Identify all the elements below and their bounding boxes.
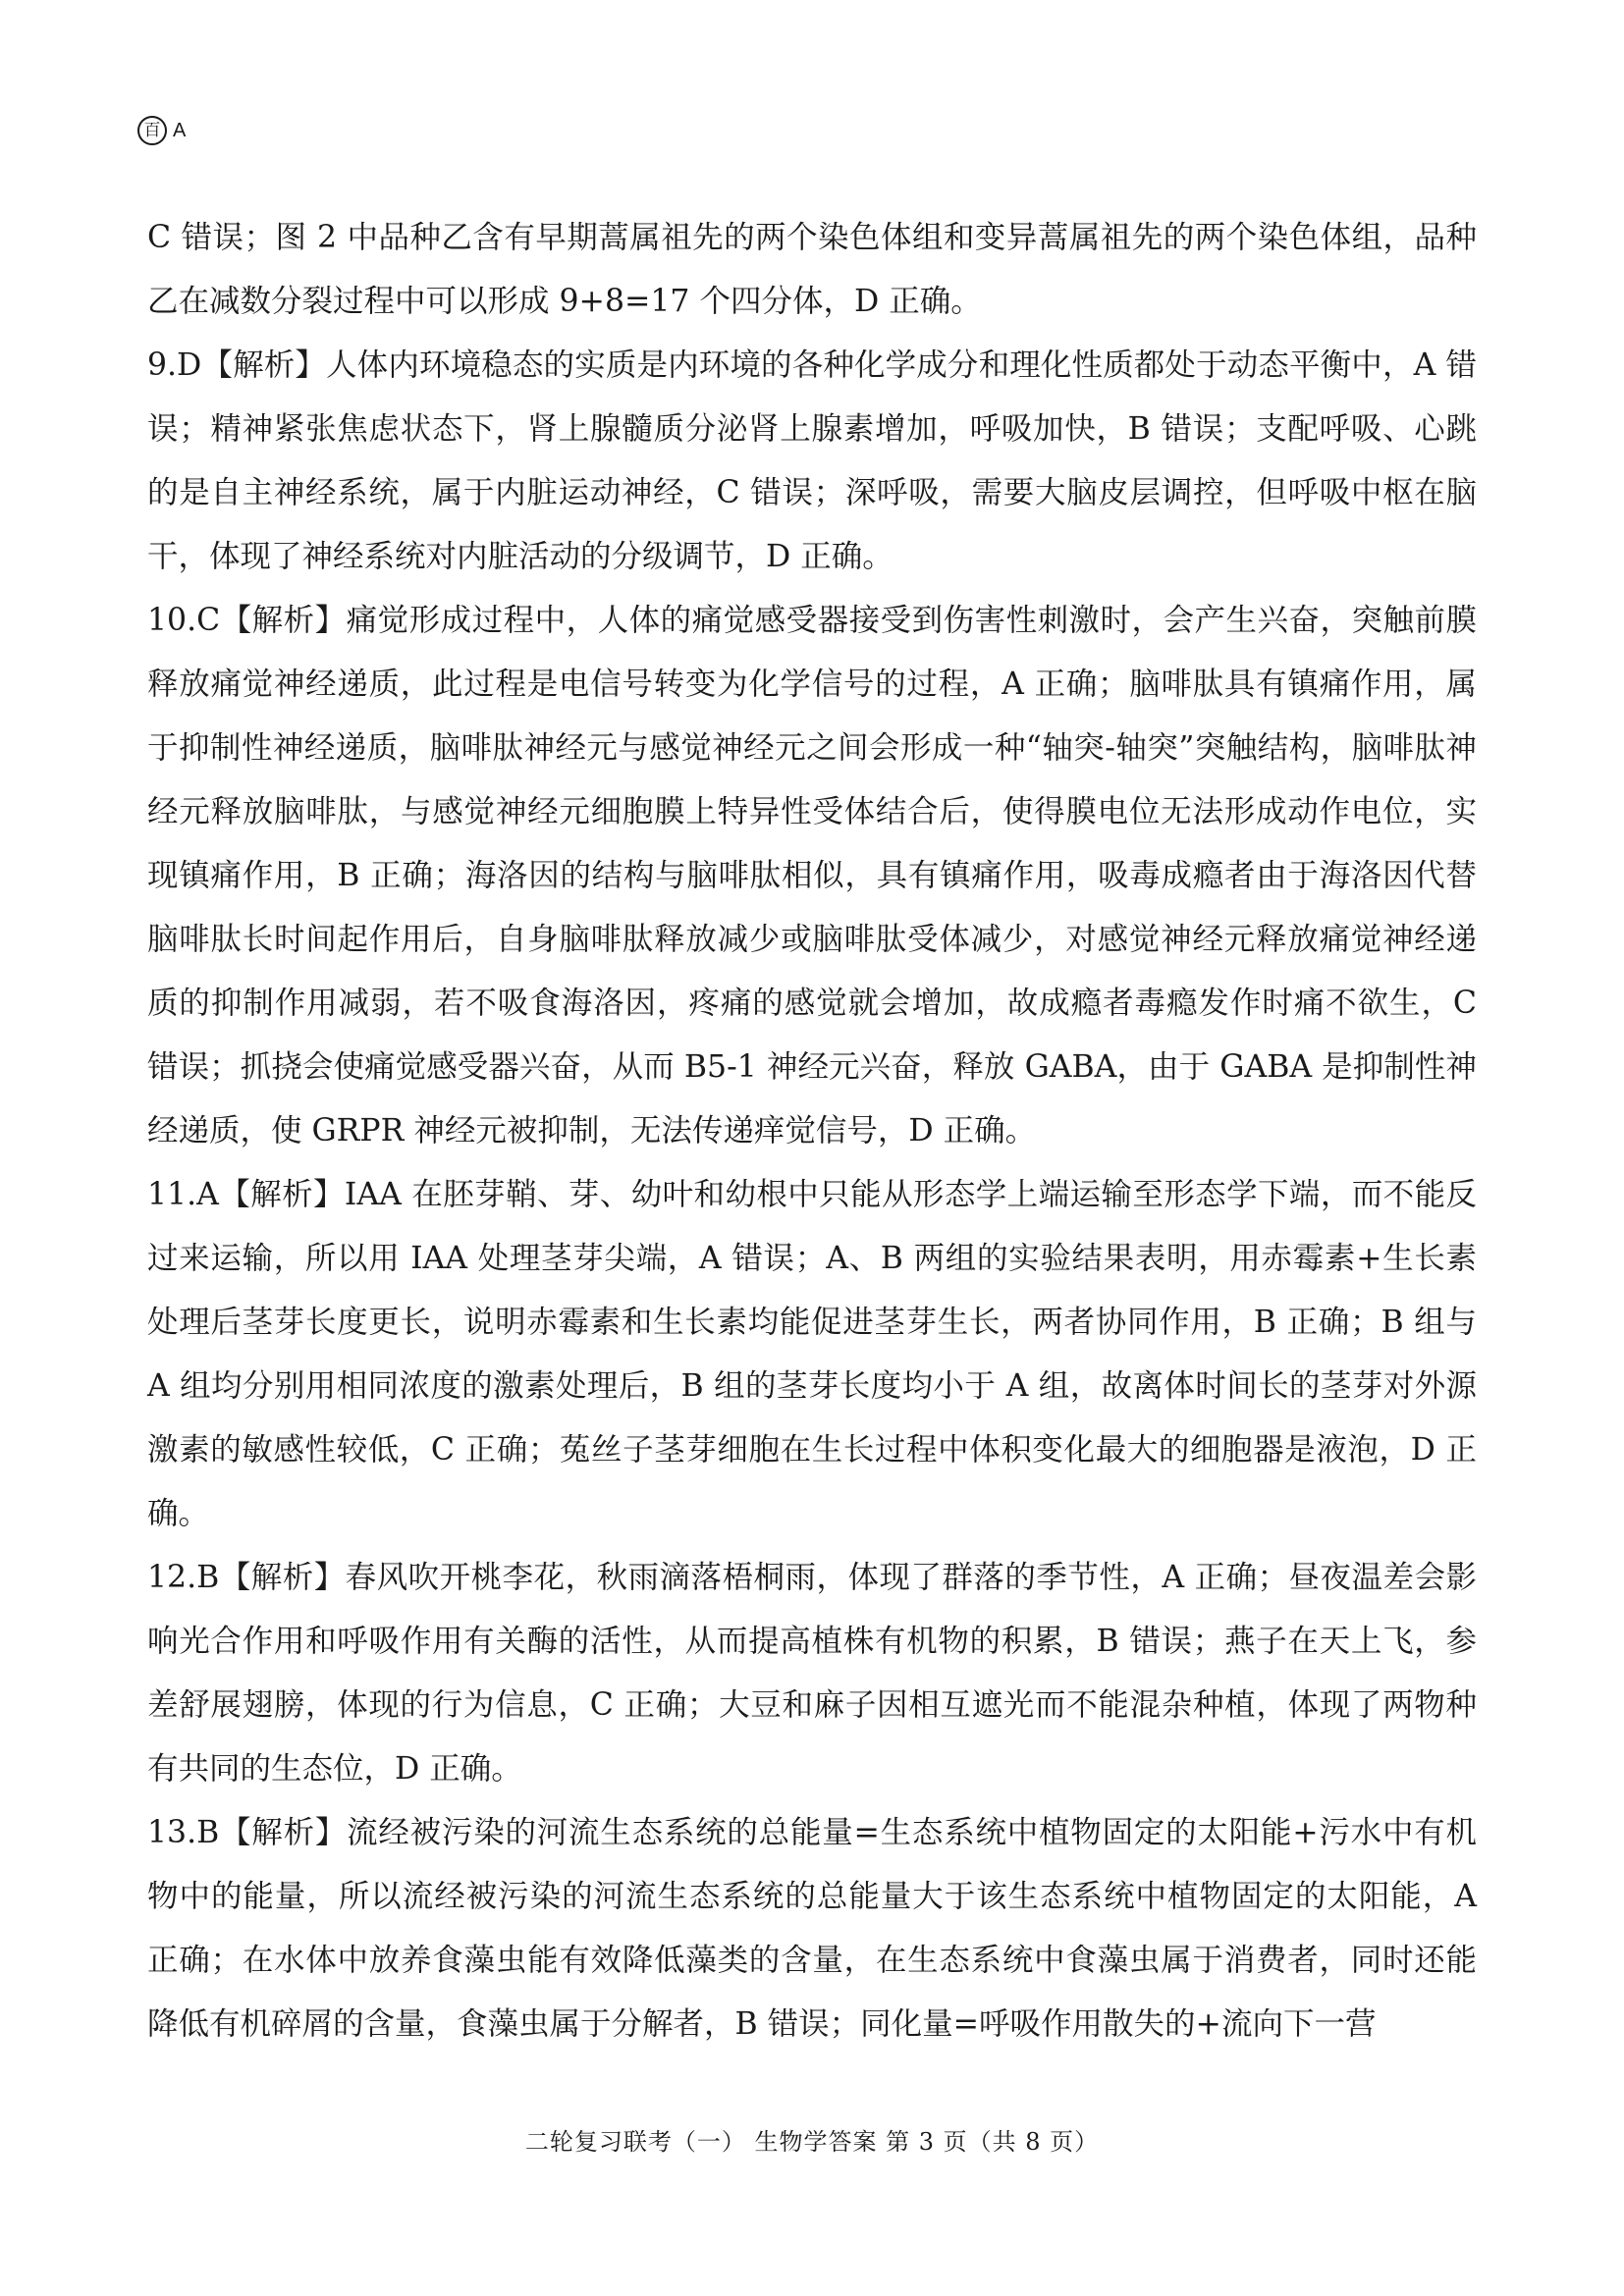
paragraph-answer-12: 12.B【解析】春风吹开桃李花，秋雨滴落梧桐雨，体现了群落的季节性，A 正确；昼夜温差会影响光合作用和呼吸作用有关酶的活性，从而提高植株有机物的积累，B 错误；燕子在天上飞，参差舒展翅膀，体现的行为信息，C 正确；大豆和麻子因相互遮光而不能混杂种植，体现了两物种有共同的生态位，D 正确。 <box>147 1560 1477 1787</box>
paragraph-answer-9: 9.D【解析】人体内环境稳态的实质是内环境的各种化学成分和理化性质都处于动态平衡中，A 错误；精神紧张焦虑状态下，肾上腺髓质分泌肾上腺素增加，呼吸加快，B 错误；支配呼吸、心跳的是自主神经系统，属于内脏运动神经，C 错误；深呼吸，需要大脑皮层调控，但呼吸中枢在脑干，体现了神经系统对内脏活动的分级调节，D 正确。 <box>147 347 1477 574</box>
publisher-logo <box>137 116 186 145</box>
publisher-logo-letter: A <box>173 119 187 141</box>
publisher-logo-icon: 百 <box>137 116 167 145</box>
answer-text-body <box>147 206 1477 2056</box>
paragraph-continuation-8: C 错误；图 2 中品种乙含有早期蒿属祖先的两个染色体组和变异蒿属祖先的两个染色体组，品种乙在减数分裂过程中可以形成 9+8=17 个四分体，D 正确。 <box>147 220 1477 319</box>
paragraph-answer-11: 11.A【解析】IAA 在胚芽鞘、芽、幼叶和幼根中只能从形态学上端运输至形态学下端，而不能反过来运输，所以用 IAA 处理茎芽尖端，A 错误；A、B 两组的实验结果表明，用赤霉素+生长素处理后茎芽长度更长，说明赤霉素和生长素均能促进茎芽生长，两者协同作用，B 正确；B 组与 A 组均分别用相同浓度的激素处理后，B 组的茎芽长度均小于 A 组，故离体时间长的茎芽对外源激素的敏感性较低，C 正确；菟丝子茎芽细胞在生长过程中体积变化最大的细胞器是液泡，D 正确。 <box>147 1177 1477 1531</box>
page-footer: 二轮复习联考（一） 生物学答案 第 3 页（共 8 页） <box>524 2128 1100 2156</box>
paragraph-answer-10: 10.C【解析】痛觉形成过程中，人体的痛觉感受器接受到伤害性刺激时，会产生兴奋，突触前膜释放痛觉神经递质，此过程是电信号转变为化学信号的过程，A 正确；脑啡肽具有镇痛作用，属于抑制性神经递质，脑啡肽神经元与感觉神经元之间会形成一种“轴突-轴突”突触结构，脑啡肽神经元释放脑啡肽，与感觉神经元细胞膜上特异性受体结合后，使得膜电位无法形成动作电位，实现镇痛作用，B 正确；海洛因的结构与脑啡肽相似，具有镇痛作用，吸毒成瘾者由于海洛因代替脑啡肽长时间起作用后，自身脑啡肽释放减少或脑啡肽受体减少，对感觉神经元释放痛觉神经递质的抑制作用减弱，若不吸食海洛因，疼痛的感觉就会增加，故成瘾者毒瘾发作时痛不欲生，C 错误；抓挠会使痛觉感受器兴奋，从而 B5-1 神经元兴奋，释放 GABA，由于 GABA 是抑制性神经递质，使 GRPR 神经元被抑制，无法传递痒觉信号，D 正确。 <box>147 603 1477 1148</box>
paragraph-answer-13: 13.B【解析】流经被污染的河流生态系统的总能量=生态系统中植物固定的太阳能+污水中有机物中的能量，所以流经被污染的河流生态系统的总能量大于该生态系统中植物固定的太阳能，A 正确；在水体中放养食藻虫能有效降低藻类的含量，在生态系统中食藻虫属于消费者，同时还能降低有机碎屑的含量，食藻虫属于分解者，B 错误；同化量=呼吸作用散失的+流向下一营 <box>147 1815 1477 2042</box>
